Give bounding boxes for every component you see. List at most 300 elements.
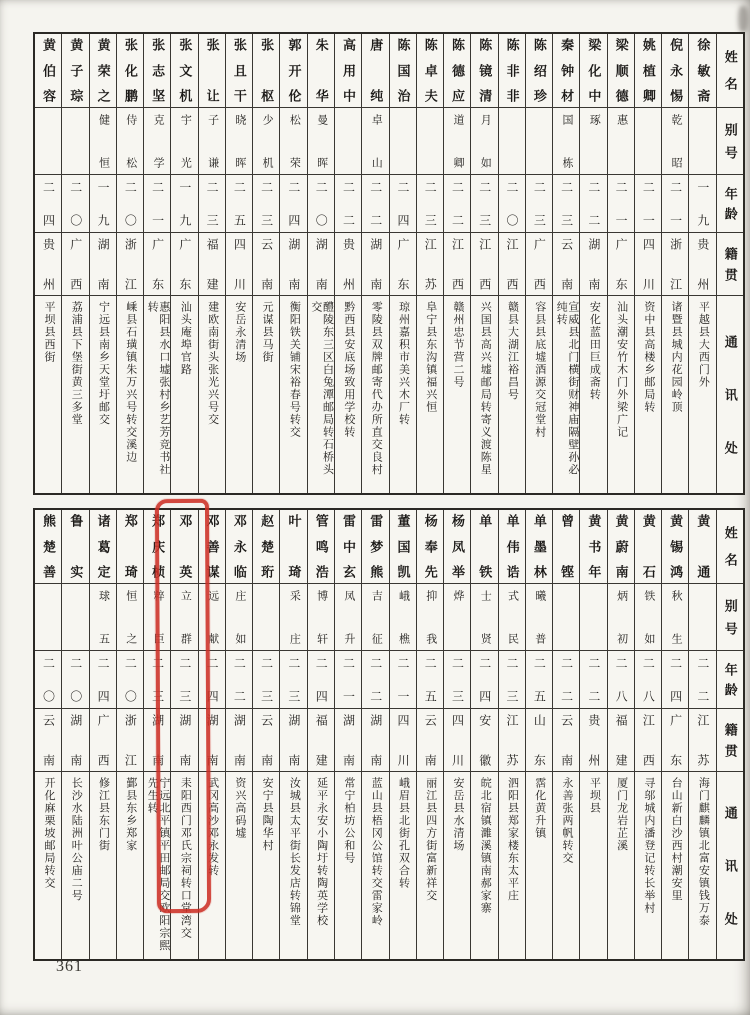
directory-entry-column (61, 510, 88, 959)
person-address: 汕头潮安竹木门外梁广记 (615, 301, 628, 439)
person-age: 二 一 (635, 175, 661, 233)
person-name: 朱 华 (308, 34, 334, 108)
directory-entry-column (35, 510, 61, 959)
person-age: 二 三 (280, 651, 306, 709)
directory-entry-column (443, 510, 470, 959)
person-native-place: 四 川 (390, 709, 416, 772)
person-native-place: 广 东 (390, 233, 416, 296)
person-age: 二 三 (471, 175, 497, 233)
directory-entry-column (307, 34, 334, 493)
person-name: 张 枢 (253, 34, 279, 108)
person-age: 二 三 (171, 651, 197, 709)
header-age: 年 龄 (717, 175, 743, 233)
person-native-place: 广 东 (144, 233, 170, 296)
person-name: 黄 锡 鸿 (662, 510, 688, 584)
person-native-place: 浙 江 (117, 709, 143, 772)
person-address: 丽江县四方街富新祥交 (424, 777, 437, 902)
person-age: 二 四 (35, 175, 61, 233)
directory-entry-column (634, 510, 661, 959)
person-native-place: 云 南 (553, 233, 579, 296)
person-alias: 国 栋 (553, 108, 579, 175)
person-alias: 炳 初 (608, 584, 634, 651)
directory-entry-column (279, 510, 306, 959)
person-address: 寻邬城内潘登记转长举村 (642, 777, 655, 915)
directory-entry-column (688, 34, 715, 493)
header-column (716, 34, 743, 493)
person-native-place: 贵 州 (580, 709, 606, 772)
person-name: 高 用 中 (335, 34, 361, 108)
person-address: 延平永安小陶圩转陶英学校 (315, 777, 328, 927)
person-alias: 宇 光 (171, 108, 197, 175)
person-alias (35, 584, 61, 651)
person-native-place: 湖 南 (308, 233, 334, 296)
person-age: 二 五 (417, 651, 443, 709)
person-alias: 侍 松 (117, 108, 143, 175)
person-address: 长沙水陆洲叶公庙二号 (70, 777, 83, 902)
header-address: 通 讯 处 (722, 806, 738, 925)
directory-entry-column (361, 510, 388, 959)
person-native-place: 江 西 (471, 233, 497, 296)
person-address: 安化蓝田巨成斋转 (588, 301, 601, 401)
person-alias: 粹 臣 (144, 584, 170, 651)
header-age: 年 龄 (717, 651, 743, 709)
person-address: 安岳县水清场 (451, 777, 464, 852)
person-name: 梁 顺 德 (608, 34, 634, 108)
person-address: 元谋县马街 (261, 301, 274, 364)
person-name: 徐 敏 斋 (689, 34, 715, 108)
person-age: 二 三 (417, 175, 443, 233)
person-alias: 子 谦 (199, 108, 225, 175)
person-address: 诸暨县城内花园岭顶 (670, 301, 683, 414)
header-native: 籍 贯 (717, 709, 743, 772)
person-address: 汝城县太平街长发店转锦堂 (288, 777, 301, 927)
directory-entry-column (198, 34, 225, 493)
person-native-place: 湖 南 (171, 709, 197, 772)
directory-table-top-half (33, 32, 745, 495)
person-alias (689, 108, 715, 175)
directory-entry-column (61, 34, 88, 493)
person-alias: 士 贤 (471, 584, 497, 651)
directory-entry-column (525, 34, 552, 493)
directory-entry-column (225, 510, 252, 959)
person-address: 鄞县东乡郑家 (124, 777, 137, 852)
person-native-place: 四 川 (635, 233, 661, 296)
person-address: 平坝县西街 (43, 301, 55, 364)
header-alias: 别 号 (717, 108, 743, 175)
person-alias (253, 584, 279, 651)
person-alias: 远 献 (199, 584, 225, 651)
person-address: 宁远北平镇平田邮局交欧阳宗熙先生转 (146, 777, 170, 952)
person-alias: 晓 晖 (226, 108, 252, 175)
person-native-place: 湖 南 (226, 709, 252, 772)
person-age: 二 三 (526, 175, 552, 233)
person-alias (635, 108, 661, 175)
person-alias (689, 584, 715, 651)
person-address: 赣县大湖江裕昌号 (506, 301, 519, 401)
person-alias (335, 108, 361, 175)
header-name: 姓 名 (717, 510, 743, 584)
person-name: 陈 卓 夫 (417, 34, 443, 108)
person-native-place: 广 西 (62, 233, 88, 296)
directory-entry-column (443, 34, 470, 493)
person-age: 二 三 (253, 651, 279, 709)
person-alias: 采 庄 (280, 584, 306, 651)
person-alias: 曦 普 (526, 584, 552, 651)
person-address: 黔西县安底场致用学校转 (342, 301, 355, 439)
person-alias: 道 卿 (444, 108, 470, 175)
person-alias (553, 584, 579, 651)
directory-entry-column (552, 510, 579, 959)
directory-entry-column (252, 34, 279, 493)
person-alias (580, 584, 606, 651)
person-native-place: 湖 南 (62, 709, 88, 772)
person-address: 安岳永清场 (233, 301, 246, 364)
person-age: 二 〇 (62, 651, 88, 709)
directory-entry-column (35, 34, 61, 493)
person-name: 唐 纯 (362, 34, 388, 108)
person-age: 二 八 (635, 651, 661, 709)
person-age: 二 五 (226, 175, 252, 233)
directory-entry-column (279, 34, 306, 493)
person-address: 汕头庵埠官路 (179, 301, 192, 376)
person-alias: 月 如 (471, 108, 497, 175)
person-native-place: 云 南 (553, 709, 579, 772)
person-address: 武冈高沙邓永发转 (206, 777, 219, 877)
person-native-place: 湖 南 (580, 233, 606, 296)
person-native-place: 广 东 (662, 709, 688, 772)
person-name: 杨 凤 举 (444, 510, 470, 584)
person-name: 张 让 (199, 34, 225, 108)
person-native-place: 云 南 (417, 709, 443, 772)
person-alias (417, 108, 443, 175)
person-name: 张 文 机 (171, 34, 197, 108)
person-address: 醴陵东三区白兔潭邮局转石桥头交 (309, 301, 334, 476)
person-native-place: 四 川 (226, 233, 252, 296)
person-native-place: 广 西 (90, 709, 116, 772)
person-name: 张 且 干 (226, 34, 252, 108)
person-native-place: 湖 南 (362, 233, 388, 296)
person-name: 陈 国 治 (390, 34, 416, 108)
directory-entry-column (688, 510, 715, 959)
person-alias: 琢 (580, 108, 606, 175)
person-name: 诸 葛 定 (90, 510, 116, 584)
person-age: 二 四 (471, 651, 497, 709)
person-address: 开化麻栗坡邮局转交 (43, 777, 55, 890)
directory-entry-column (416, 34, 443, 493)
directory-entry-column (116, 510, 143, 959)
person-alias: 吉 征 (362, 584, 388, 651)
person-name: 单 墨 林 (526, 510, 552, 584)
person-native-place: 湖 南 (362, 709, 388, 772)
person-age: 二 八 (608, 651, 634, 709)
person-address: 资兴高码墟 (233, 777, 246, 840)
person-address: 零陵县双牌邮寄代办所直交良村 (370, 301, 383, 476)
directory-entry-column (143, 510, 170, 959)
person-native-place: 贵 州 (35, 233, 61, 296)
person-age: 二 一 (335, 651, 361, 709)
person-native-place: 福 建 (608, 709, 634, 772)
person-name: 单 伟 诰 (499, 510, 525, 584)
person-native-place: 浙 江 (117, 233, 143, 296)
directory-entry-column (470, 510, 497, 959)
person-name: 倪 永 惕 (662, 34, 688, 108)
person-alias (390, 108, 416, 175)
person-age: 二 三 (199, 175, 225, 233)
directory-entry-column (579, 34, 606, 493)
person-age: 二 一 (390, 651, 416, 709)
person-native-place: 广 东 (171, 233, 197, 296)
person-address: 平越县大西门外 (697, 301, 710, 389)
person-native-place: 福 建 (308, 709, 334, 772)
person-name: 黄 石 (635, 510, 661, 584)
person-name: 黄 伯 容 (35, 34, 61, 108)
header-column (716, 510, 743, 959)
person-address: 荔浦县下堡街黄三多堂 (70, 301, 83, 426)
person-name: 郑 庆 桢 (144, 510, 170, 584)
person-native-place: 广 东 (608, 233, 634, 296)
person-native-place: 湖 南 (90, 233, 116, 296)
person-name: 郭 开 伦 (280, 34, 306, 108)
person-age: 二 四 (308, 651, 334, 709)
person-alias (62, 108, 88, 175)
person-alias: 松 荣 (280, 108, 306, 175)
person-address: 宣威县北门横街财神庙隔壁孙必纯转 (555, 301, 579, 476)
person-address: 厦门龙岩芷溪 (615, 777, 628, 852)
person-name: 黄 荣 之 (90, 34, 116, 108)
person-age: 二 〇 (499, 175, 525, 233)
person-age: 二 三 (144, 651, 170, 709)
person-native-place: 贵 州 (335, 233, 361, 296)
person-address: 容县县底墟酒源交冠堂村 (533, 301, 546, 439)
person-age: 二 〇 (117, 651, 143, 709)
person-name: 姚 植 卿 (635, 34, 661, 108)
person-name: 陈 非 非 (499, 34, 525, 108)
directory-entry-column (334, 34, 361, 493)
person-alias: 少 机 (253, 108, 279, 175)
person-age: 一 九 (171, 175, 197, 233)
person-alias: 烨 (444, 584, 470, 651)
person-name: 张 志 坚 (144, 34, 170, 108)
person-native-place: 安 徽 (471, 709, 497, 772)
person-age: 二 二 (444, 175, 470, 233)
person-address: 阜宁县东沟镇福兴恒 (424, 301, 437, 414)
person-native-place: 云 南 (253, 233, 279, 296)
person-name: 邓 永 临 (226, 510, 252, 584)
person-alias: 凤 升 (335, 584, 361, 651)
directory-entry-column (334, 510, 361, 959)
header-name: 姓 名 (717, 34, 743, 108)
person-native-place: 江 苏 (499, 709, 525, 772)
directory-entry-column (634, 34, 661, 493)
scan-smudge (738, 6, 748, 32)
person-name: 鲁 实 (62, 510, 88, 584)
person-name: 黄 蔚 南 (608, 510, 634, 584)
person-name: 邓 善 谋 (199, 510, 225, 584)
person-address: 兴国县高兴墟邮局转寄义渡陈星 (479, 301, 492, 476)
person-age: 二 四 (280, 175, 306, 233)
person-age: 二 一 (144, 175, 170, 233)
person-native-place: 江 西 (444, 233, 470, 296)
person-name: 秦 钟 材 (553, 34, 579, 108)
directory-entry-column (498, 510, 525, 959)
person-native-place: 浙 江 (662, 233, 688, 296)
person-address: 琼州嘉积市美兴木厂转 (397, 301, 410, 426)
person-age: 二 二 (580, 175, 606, 233)
person-name: 陈 绍 珍 (526, 34, 552, 108)
person-native-place: 湖 南 (280, 233, 306, 296)
directory-entry-column (389, 510, 416, 959)
directory-entry-column (416, 510, 443, 959)
person-address: 赣州忠节营二号 (451, 301, 464, 389)
person-address: 常宁柏坊公和号 (342, 777, 355, 865)
person-age: 二 四 (662, 651, 688, 709)
person-address: 宁远县南乡天堂圩邮交 (97, 301, 110, 426)
person-address: 台山新白沙西村潮安里 (670, 777, 683, 902)
person-name: 管 鸣 浩 (308, 510, 334, 584)
person-address: 永善张两帆转交 (561, 777, 574, 865)
directory-entry-column (89, 510, 116, 959)
person-alias: 峨 樵 (390, 584, 416, 651)
person-alias: 抑 我 (417, 584, 443, 651)
person-alias: 曼 晖 (308, 108, 334, 175)
directory-entry-column (525, 510, 552, 959)
person-alias: 惠 (608, 108, 634, 175)
person-name: 邓 英 (171, 510, 197, 584)
header-native: 籍 贯 (717, 233, 743, 296)
person-name: 曾 铿 (553, 510, 579, 584)
person-native-place: 山 东 (526, 709, 552, 772)
person-native-place: 云 南 (35, 709, 61, 772)
person-native-place: 四 川 (444, 709, 470, 772)
person-native-place: 云 南 (253, 709, 279, 772)
person-name: 黄 通 (689, 510, 715, 584)
person-native-place: 湖 南 (280, 709, 306, 772)
directory-table-bottom-half (33, 508, 745, 961)
person-address: 霑化黄升镇 (533, 777, 546, 840)
person-alias: 铁 如 (635, 584, 661, 651)
person-native-place: 江 西 (635, 709, 661, 772)
person-name: 黄 书 年 (580, 510, 606, 584)
person-address: 皖北宿镇濉溪镇南郝家寨 (479, 777, 492, 915)
person-native-place: 江 苏 (689, 709, 715, 772)
person-name: 单 铁 (471, 510, 497, 584)
person-name: 郑 琦 (117, 510, 143, 584)
person-age: 二 二 (689, 651, 715, 709)
person-age: 二 〇 (308, 175, 334, 233)
header-address: 通 讯 处 (722, 335, 738, 454)
directory-entry-column (552, 34, 579, 493)
person-native-place: 贵 州 (689, 233, 715, 296)
person-age: 二 〇 (62, 175, 88, 233)
person-age: 二 三 (253, 175, 279, 233)
person-age: 二 三 (499, 651, 525, 709)
directory-entry-column (607, 510, 634, 959)
person-age: 二 二 (335, 175, 361, 233)
person-age: 二 二 (226, 651, 252, 709)
directory-entry-column (661, 34, 688, 493)
person-age: 二 三 (553, 175, 579, 233)
person-address: 蓝山县梧冈公馆转交雷家岭 (370, 777, 383, 927)
directory-entry-column (170, 510, 197, 959)
directory-entry-column (116, 34, 143, 493)
person-alias: 立 群 (171, 584, 197, 651)
person-address: 峨眉县北街孔双合转 (397, 777, 410, 890)
person-name: 张 化 鹏 (117, 34, 143, 108)
person-native-place: 广 西 (526, 233, 552, 296)
directory-entry-column (661, 510, 688, 959)
person-address: 修江县东门街 (97, 777, 110, 852)
directory-entry-column (361, 34, 388, 493)
directory-table (33, 32, 745, 961)
person-age: 二 二 (362, 651, 388, 709)
person-address: 海门麒麟镇北富安镇钱万泰 (697, 777, 710, 927)
directory-entry-column (470, 34, 497, 493)
directory-entry-column (89, 34, 116, 493)
person-native-place: 湖 南 (199, 709, 225, 772)
person-native-place: 湖 南 (335, 709, 361, 772)
directory-entry-column (225, 34, 252, 493)
directory-entry-column (579, 510, 606, 959)
person-address: 建欧南街头张光兴号交 (206, 301, 219, 426)
person-age: 二 三 (444, 651, 470, 709)
person-age: 一 九 (689, 175, 715, 233)
person-address: 泗阳县郑家楼东太平庄 (506, 777, 519, 902)
header-alias: 别 号 (717, 584, 743, 651)
person-alias: 乾 昭 (662, 108, 688, 175)
directory-entry-column (170, 34, 197, 493)
directory-entry-column (307, 510, 334, 959)
person-name: 雷 中 玄 (335, 510, 361, 584)
person-alias: 博 轩 (308, 584, 334, 651)
person-age: 二 二 (553, 651, 579, 709)
person-alias: 秋 生 (662, 584, 688, 651)
person-address: 衡阳铁关铺宋裕春号转交 (288, 301, 301, 439)
person-age: 二 〇 (35, 651, 61, 709)
person-native-place: 江 苏 (417, 233, 443, 296)
person-name: 赵 楚 珩 (253, 510, 279, 584)
person-name: 陈 镜 清 (471, 34, 497, 108)
directory-entry-column (198, 510, 225, 959)
person-address: 惠阳县水口墟张村乡艺芳竞书社转 (146, 301, 170, 476)
person-age: 二 四 (90, 651, 116, 709)
person-alias: 恒 之 (117, 584, 143, 651)
person-name: 熊 楚 善 (35, 510, 61, 584)
person-native-place: 福 建 (199, 233, 225, 296)
person-alias (499, 108, 525, 175)
person-address: 平坝县 (588, 777, 601, 815)
person-alias: 克 学 (144, 108, 170, 175)
person-name: 杨 奉 先 (417, 510, 443, 584)
person-age: 二 二 (580, 651, 606, 709)
person-alias: 庄 如 (226, 584, 252, 651)
person-native-place: 湖 南 (144, 709, 170, 772)
person-alias (35, 108, 61, 175)
directory-entry-column (252, 510, 279, 959)
person-name: 黄 子 琮 (62, 34, 88, 108)
person-alias: 健 恒 (90, 108, 116, 175)
person-age: 二 四 (390, 175, 416, 233)
person-address: 嵊县石璜镇朱万兴号转交溪边 (124, 301, 137, 464)
person-age: 二 〇 (117, 175, 143, 233)
person-alias (62, 584, 88, 651)
person-alias: 式 民 (499, 584, 525, 651)
person-age: 一 九 (90, 175, 116, 233)
directory-entry-column (143, 34, 170, 493)
page-number: 361 (56, 958, 83, 975)
person-name: 董 国 凯 (390, 510, 416, 584)
person-address: 耒阳西门邓氏宗祠转口堂湾交 (179, 777, 192, 940)
person-age: 二 二 (362, 175, 388, 233)
